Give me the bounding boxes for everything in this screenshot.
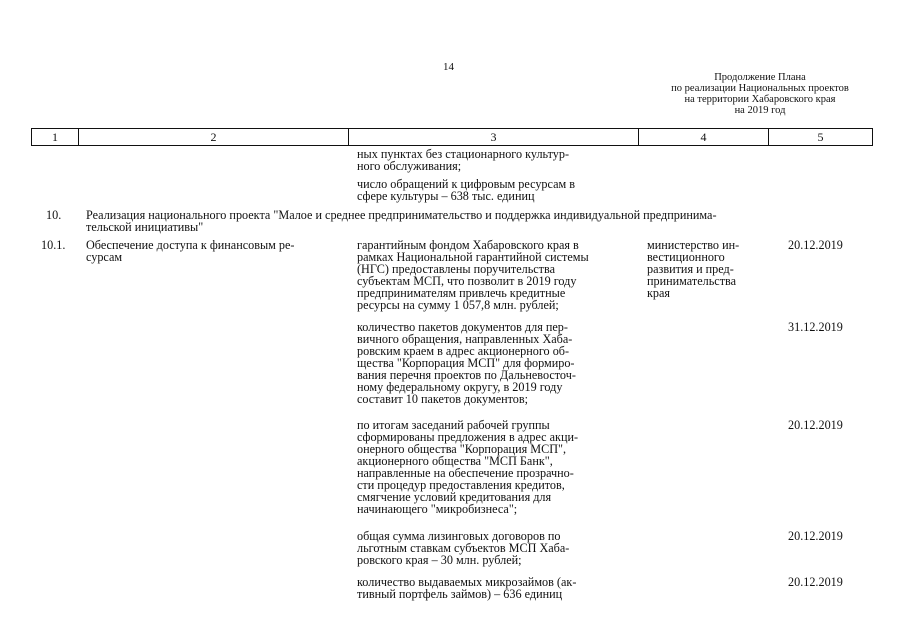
item-title-line: сурсам [86, 250, 123, 264]
indicator-line: гарантийным фондом Хабаровского края в [357, 238, 579, 252]
indicator-line: ровского края – 30 млн. рублей; [357, 553, 522, 567]
continuation-line: Продолжение Плана [714, 72, 806, 83]
indicator-line: направленные на обеспечение прозрачно- [357, 466, 574, 480]
continuation-heading [640, 72, 880, 116]
section-title-line: тельской инициативы" [86, 220, 204, 234]
text-line: число обращений к цифровым ресурсам в [357, 177, 576, 191]
column-header-2: 2 [79, 129, 349, 146]
continuation-line: на территории Хабаровского края [684, 94, 836, 105]
text-line: ных пунктах без стационарного культур- [357, 147, 570, 161]
column-header-4: 4 [639, 129, 769, 146]
responsible-line: вестиционного [647, 250, 725, 264]
continuation-line: по реализации Национальных проектов [671, 83, 849, 94]
indicator-line: сформированы предложения в адрес акци- [357, 430, 579, 444]
column-header-table [31, 128, 873, 146]
indicator-line: составит 10 пакетов документов; [357, 392, 529, 406]
indicator-date: 20.12.2019 [788, 575, 843, 589]
continuation-line: на 2019 год [734, 105, 786, 116]
text-line: ного обслуживания; [357, 159, 462, 173]
text-line: сфере культуры – 638 тыс. единиц [357, 189, 535, 203]
responsible-line: края [647, 286, 671, 300]
item-title-line: Обеспечение доступа к финансовым ре- [86, 238, 295, 252]
indicator-line: начинающего "микробизнеса"; [357, 502, 518, 516]
indicator-date: 31.12.2019 [788, 320, 843, 334]
indicator-line: вания перечня проектов по Дальневосточ- [357, 368, 576, 382]
indicator-line: акционерного общества "МСП Банк", [357, 454, 553, 468]
indicator-line: смягчение условий кредитования для [357, 490, 552, 504]
column-header-5: 5 [769, 129, 873, 146]
column-header-1: 1 [32, 129, 79, 146]
indicator-line: субъектам МСП, что позволит в 2019 году [357, 274, 577, 288]
indicator-line: предпринимателям привлечь кредитные [357, 286, 566, 300]
indicator-line: ресурсы на сумму 1 057,8 млн. рублей; [357, 298, 559, 312]
indicator-line: онерного общества "Корпорация МСП", [357, 442, 567, 456]
section-title-line: Реализация национального проекта "Малое и среднее предпринимательство и поддержка индивидуальной предпринима- [86, 208, 717, 222]
indicator-line: общая сумма лизинговых договоров по [357, 529, 561, 543]
responsible-line: министерство ин- [647, 238, 740, 252]
indicator-line: количество пакетов документов для пер- [357, 320, 568, 334]
indicator-line: по итогам заседаний рабочей группы [357, 418, 550, 432]
item-number: 10.1. [41, 238, 66, 252]
column-header-3: 3 [349, 129, 639, 146]
responsible-line: принимательства [647, 274, 737, 288]
section-number: 10. [46, 208, 62, 222]
indicator-line: ровским краем в адрес акционерного об- [357, 344, 570, 358]
indicator-date: 20.12.2019 [788, 418, 843, 432]
indicator-date: 20.12.2019 [788, 529, 843, 543]
indicator-line: щества "Корпорация МСП" для формиро- [357, 356, 575, 370]
responsible-line: развития и пред- [647, 262, 734, 276]
column-header-row [32, 129, 873, 146]
indicator-line: льготным ставкам субъектов МСП Хаба- [357, 541, 570, 555]
indicator-line: количество выдаваемых микрозаймов (ак- [357, 575, 577, 589]
indicator-line: (НГС) предоставлены поручительства [357, 262, 555, 276]
indicator-line: ному федеральному округу, в 2019 году [357, 380, 563, 394]
indicator-line: сти процедур предоставления кредитов, [357, 478, 565, 492]
indicator-line: тивный портфель займов) – 636 единиц [357, 587, 563, 601]
page-number: 14 [443, 61, 454, 73]
indicator-date: 20.12.2019 [788, 238, 843, 252]
indicator-line: рамках Национальной гарантийной системы [357, 250, 589, 264]
indicator-line: вичного обращения, направленных Хаба- [357, 332, 573, 346]
